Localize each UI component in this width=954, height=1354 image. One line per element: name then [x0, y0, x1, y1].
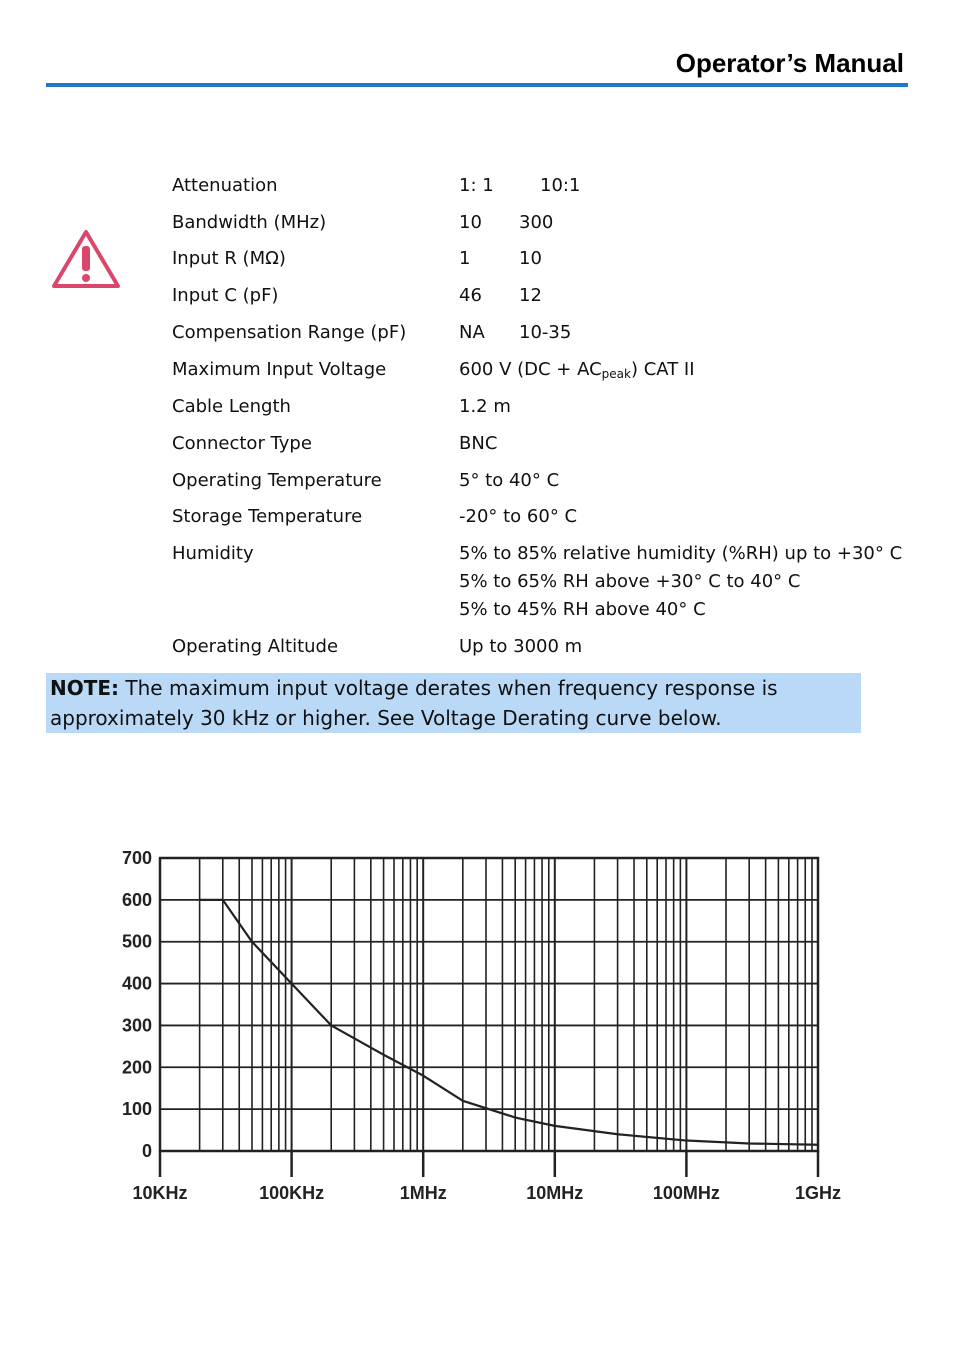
y-tick-label: 100 [121, 1099, 152, 1120]
x-tick-label: 1GHz [794, 1183, 842, 1203]
spec-label: Humidity [172, 543, 254, 564]
series-line [223, 900, 818, 1145]
spec-label: Compensation Range (pF) [172, 322, 407, 343]
note-text-line1: The maximum input voltage derates when frequency response is [125, 676, 778, 700]
spec-value-10x: 10-35 [519, 322, 572, 343]
x-tick-label: 100KHz [259, 1183, 325, 1203]
spec-value-line: 5% to 85% relative humidity (%RH) up to +30° C [459, 543, 903, 564]
y-tick-label: 200 [121, 1057, 152, 1078]
y-tick-label: 0 [141, 1141, 152, 1161]
spec-value: 1: 1 [459, 175, 494, 196]
y-tick-label: 700 [121, 848, 152, 868]
spec-value: Up to 3000 m [459, 636, 583, 657]
spec-label: Connector Type [172, 433, 312, 454]
spec-label: Storage Temperature [172, 506, 363, 527]
x-tick-label: 10MHz [526, 1183, 584, 1203]
spec-value-subscript: peak [601, 367, 631, 381]
spec-value: 46 [459, 285, 482, 306]
spec-value-10x: 10:1 [540, 175, 581, 196]
spec-value-10x: 300 [519, 212, 554, 233]
spec-value-line: 5% to 65% RH above +30° C to 40° C [459, 571, 801, 592]
spec-value-lines [459, 540, 902, 624]
spec-value: 10 [459, 212, 482, 233]
spec-value: 5° to 40° C [459, 470, 560, 491]
spec-value: 600 V $(DC + AC_{peak})$ CAT II [459, 359, 695, 381]
header-rule [46, 83, 908, 87]
spec-value-line: 5% to 45% RH above 40° C [459, 599, 706, 620]
page-title: Operator’s Manual [675, 48, 904, 78]
spec-value: 1 [459, 248, 471, 269]
spec-label: Operating Temperature [172, 470, 382, 491]
spec-label: Maximum Input Voltage [172, 359, 387, 380]
spec-label: Attenuation [172, 175, 278, 196]
spec-label: Bandwidth (MHz) [172, 212, 327, 233]
y-tick-label: 300 [121, 1015, 152, 1036]
spec-value-10x: 10 [519, 248, 542, 269]
spec-label: Input C (pF) [172, 285, 279, 306]
warning-triangle-icon [50, 228, 122, 290]
plot-frame [160, 858, 818, 1151]
note-box [46, 673, 861, 733]
voltage-derating-chart [100, 840, 860, 1220]
spec-value: 1.2 m [459, 396, 511, 417]
y-tick-label: 600 [121, 889, 152, 910]
spec-label: Operating Altitude [172, 636, 339, 657]
x-tick-label: 100MHz [652, 1183, 720, 1203]
spec-value: BNC [459, 433, 498, 454]
spec-value: -20° to 60° C [459, 506, 578, 527]
spec-value-10x: 12 [519, 285, 542, 306]
spec-label: Input R (MΩ) [172, 248, 286, 269]
spec-value: NA [459, 322, 485, 343]
spec-label: Cable Length [172, 396, 291, 417]
y-tick-label: 400 [121, 973, 152, 994]
x-tick-label: 10KHz [132, 1183, 188, 1203]
y-tick-label: 500 [121, 931, 152, 952]
note-label: NOTE: [50, 676, 120, 700]
note-text-line2: approximately 30 kHz or higher. See Voltage Derating curve below. [50, 706, 722, 730]
x-tick-label: 1MHz [399, 1183, 447, 1203]
